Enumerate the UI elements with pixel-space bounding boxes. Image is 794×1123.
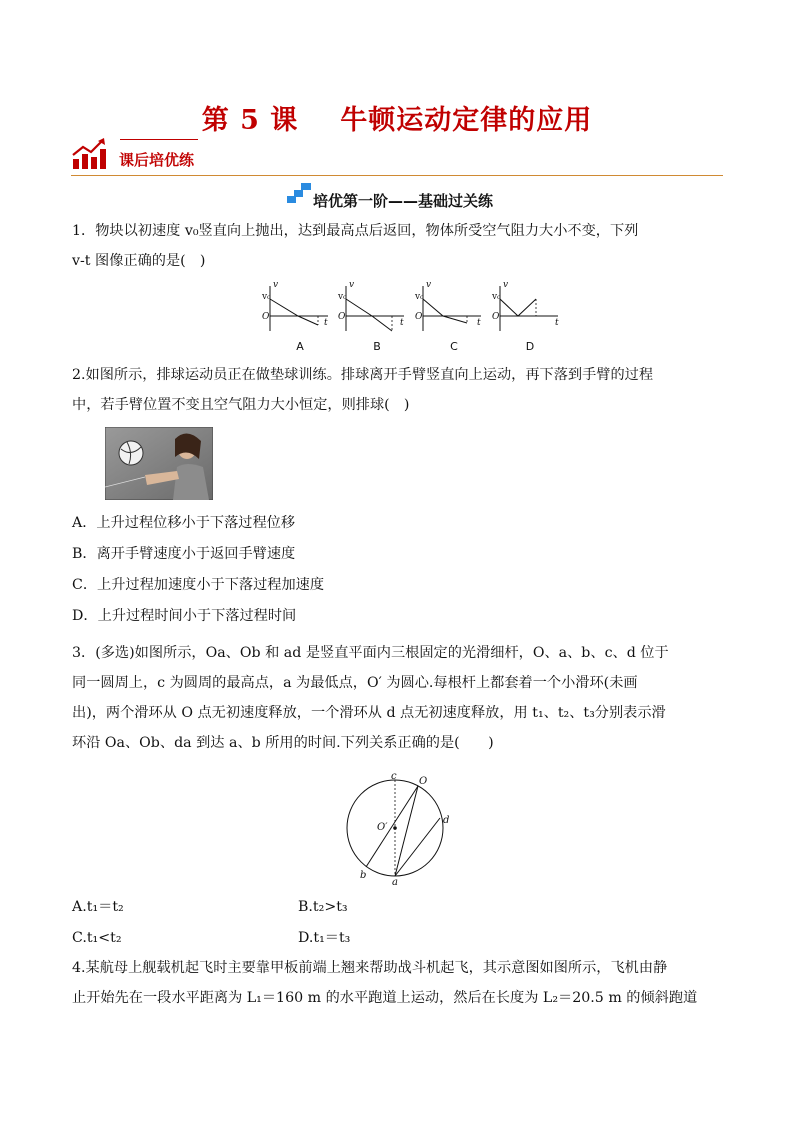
fig-label-c: c — [391, 771, 397, 782]
vt-d-v0: v₀ — [492, 292, 501, 302]
vt-graph-a — [260, 283, 330, 333]
vt-label-c: C — [450, 340, 458, 353]
q3-line4: 环沿 Oa、Ob、da 到达 a、b 所用的时间.下列关系正确的是( ) — [72, 735, 494, 751]
q3-line2: 同一圆周上，c 为圆周的最高点，a 为最低点，O′ 为圆心.每根杆上都套着一个小滑环(未画 — [72, 675, 638, 691]
fig-label-o: O — [419, 776, 428, 787]
q2-option-a: A．上升过程位移小于下落过程位移 — [72, 515, 296, 531]
vt-b-t: t — [400, 318, 404, 328]
q3-line3: 出)，两个滑环从 O 点无初速度释放，一个滑环从 d 点无初速度释放，用 t₁、t₂、t₃分别表示滑 — [72, 705, 666, 721]
section-rule — [71, 175, 723, 176]
lesson-topic: 牛顿运动定律的应用 — [340, 105, 593, 136]
vt-a-v: v — [273, 280, 279, 290]
vt-b-o: O — [338, 312, 346, 322]
q3-text — [72, 638, 724, 758]
q4-text — [72, 953, 724, 1013]
section-top-line — [120, 139, 198, 140]
vt-d-t: t — [555, 318, 559, 328]
vt-label-a: A — [296, 340, 304, 353]
q2-option-c: C．上升过程加速度小于下落过程加速度 — [72, 577, 325, 593]
q2-option-b: B．离开手臂速度小于返回手臂速度 — [72, 546, 296, 562]
vt-graph-c — [413, 283, 483, 333]
vt-c-v0: v₀ — [415, 292, 424, 302]
growth-chart-icon — [71, 137, 107, 171]
q3-option-c: C.t₁<t₂ — [72, 930, 122, 946]
vt-a-o: O — [262, 312, 270, 322]
q1-line2: v-t 图像正确的是( ) — [72, 253, 206, 269]
volleyball-photo — [105, 427, 213, 500]
q1-line1: 1．物块以初速度 v₀竖直向上抛出，达到最高点后返回，物体所受空气阻力大小不变，下列 — [72, 223, 639, 239]
vt-a-t: t — [324, 318, 328, 328]
section-label: 课后培优练 — [119, 151, 195, 169]
lesson-number: 第 5 课 — [201, 105, 299, 136]
fig-label-oprime: O′ — [377, 822, 388, 833]
vt-d-v: v — [503, 280, 509, 290]
vt-b-v0: v₀ — [338, 292, 347, 302]
page-title — [0, 98, 794, 137]
q3-option-b: B.t₂>t₃ — [298, 899, 348, 915]
circle-rods-figure — [340, 772, 460, 890]
vt-label-d: D — [525, 340, 535, 353]
q2-line2: 中，若手臂位置不变且空气阻力大小恒定，则排球( ) — [72, 397, 410, 413]
q2-text — [72, 360, 724, 420]
fig-label-a: a — [392, 877, 398, 888]
vt-graph-b — [336, 283, 406, 333]
vt-graph-d — [490, 283, 560, 333]
subheading: 培优第一阶——基础过关练 — [313, 192, 494, 210]
q4-line1: 4.某航母上舰载机起飞时主要靠甲板前端上翘来帮助战斗机起飞，其示意图如图所示，飞机由静 — [72, 960, 668, 976]
fig-label-d: d — [443, 815, 450, 826]
vt-c-v: v — [426, 280, 432, 290]
q1-text — [72, 216, 724, 276]
q2-line1: 2.如图所示，排球运动员正在做垫球训练。排球离开手臂竖直向上运动，再下落到手臂的过程 — [72, 367, 654, 383]
vt-c-t: t — [477, 318, 481, 328]
q2-option-d: D．上升过程时间小于下落过程时间 — [72, 608, 297, 624]
vt-a-v0: v₀ — [262, 292, 271, 302]
vt-b-v: v — [349, 280, 355, 290]
stairs-icon — [287, 183, 311, 203]
vt-d-o: O — [492, 312, 500, 322]
q4-line2: 止开始先在一段水平距离为 L₁＝160 m 的水平跑道上运动，然后在长度为 L₂＝20.5 m 的倾斜跑道 — [72, 990, 698, 1006]
q3-line1: 3．(多选)如图所示，Oa、Ob 和 ad 是竖直平面内三根固定的光滑细杆，O、a、b、c、d 位于 — [72, 645, 669, 661]
vt-label-b: B — [373, 340, 381, 353]
vt-c-o: O — [415, 312, 423, 322]
fig-label-b: b — [360, 870, 367, 881]
q3-option-a: A.t₁＝t₂ — [72, 899, 124, 915]
q3-option-d: D.t₁＝t₃ — [298, 930, 351, 946]
